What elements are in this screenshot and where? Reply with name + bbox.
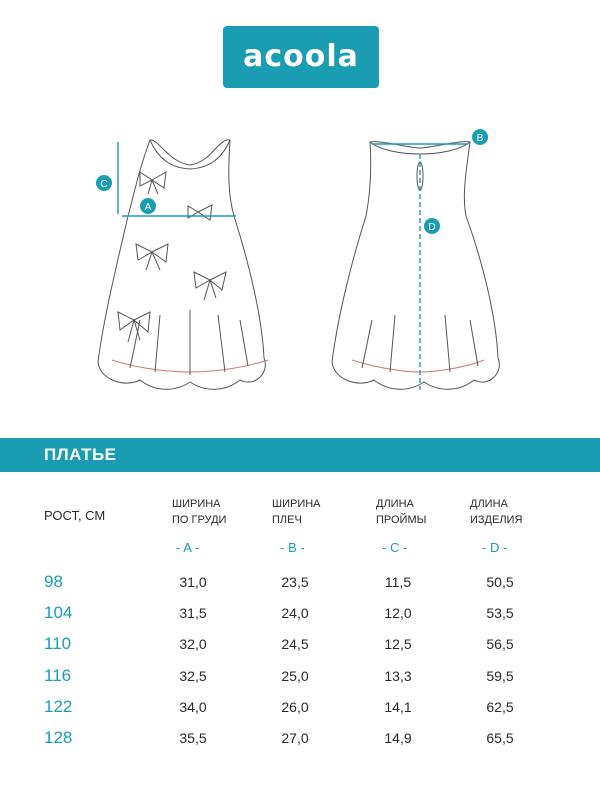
garment-length-column [470,568,530,755]
value-cell: 12,0 [384,605,412,622]
front-dress-outline [98,140,265,389]
size-column [44,568,72,755]
value-cell: 24,5 [281,636,309,653]
armhole-length-column [368,568,428,755]
value-cell: 11,5 [384,574,412,590]
value-cell: 34,0 [179,698,207,715]
chest-width-column [163,568,223,755]
garment-diagram [0,110,600,410]
value-cell: 31,5 [179,605,207,622]
column-code-b: - B - [280,540,305,555]
size-cell: 110 [44,634,72,654]
size-cell: 122 [44,696,73,716]
value-cell: 24,0 [281,605,309,622]
label-d: D [428,222,436,233]
size-cell: 116 [44,665,72,685]
value-cell: 62,5 [486,698,514,715]
value-cell: 35,5 [179,729,207,746]
value-cell: 53,5 [486,605,514,622]
size-cell: 104 [44,603,73,623]
size-cell: 98 [44,572,63,591]
column-header-shoulders: ШИРИНА ПЛЕЧ [272,498,321,526]
value-cell: 12,5 [384,636,412,653]
value-cell: 13,3 [384,667,412,684]
height-header: РОСТ, СМ [44,508,106,523]
shoulder-width-column [265,568,325,755]
product-title-band [0,438,600,472]
value-cell: 65,5 [486,729,514,746]
label-a: A [144,202,152,213]
product-title: ПЛАТЬЕ [44,445,117,464]
column-code-c: - C - [382,540,408,555]
value-cell: 14,9 [384,729,412,746]
value-cell: 50,5 [486,574,514,590]
value-cell: 31,0 [179,574,207,590]
value-cell: 23,5 [281,574,309,590]
value-cell: 59,5 [486,667,514,684]
value-cell: 32,0 [179,636,207,653]
size-cell: 128 [44,727,73,747]
value-cell: 26,0 [281,698,309,715]
column-header-length: ДЛИНА ИЗДЕЛИЯ [470,498,523,526]
value-cell: 14,1 [384,698,412,715]
column-header-chest: ШИРИНА ПО ГРУДИ [172,498,227,526]
column-code-d: - D - [482,540,508,555]
value-cell: 25,0 [281,667,309,684]
bow-decorations [118,172,226,342]
back-dress-outline [332,142,499,390]
logo-text: acoola [243,39,359,74]
column-header-armhole: ДЛИНА ПРОЙМЫ [376,498,427,526]
value-cell: 27,0 [281,729,309,746]
value-cell: 56,5 [486,636,514,653]
label-c: C [100,179,108,190]
value-cell: 32,5 [179,667,207,684]
column-code-a: - A - [176,540,200,555]
label-b: B [476,133,484,144]
brand-logo [223,26,379,88]
